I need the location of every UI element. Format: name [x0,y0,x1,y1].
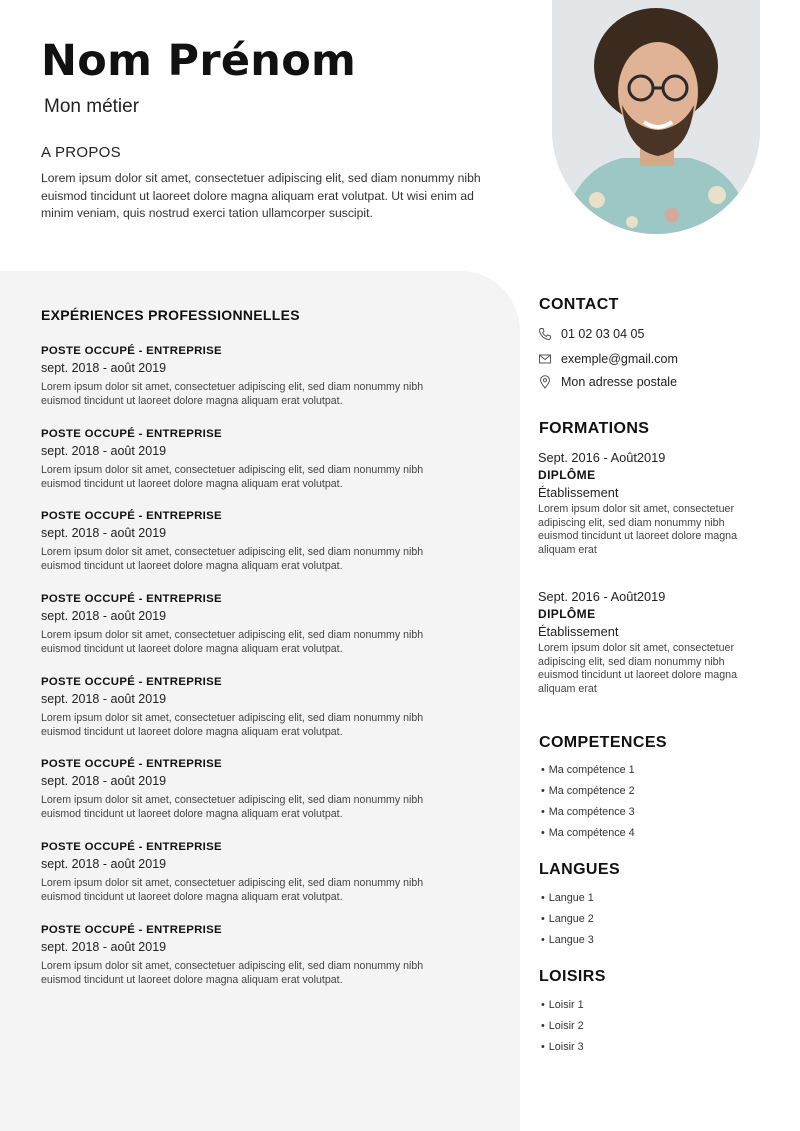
experience-item [41,922,441,1005]
experience-description: Lorem ipsum dolor sit amet, consectetuer adipiscing elit, sed diam nonummy nibh euismod tincidunt ut laoreet dolore magna aliquam erat volutpat. [41,711,424,738]
langues-heading: LANGUES [539,861,621,878]
about-heading: A PROPOS [41,144,121,161]
experience-description: Lorem ipsum dolor sit amet, consectetuer adipiscing elit, sed diam nonummy nibh euismod tincidunt ut laoreet dolore magna aliquam erat volutpat. [41,629,424,656]
list-item: • Loisir 1 [541,995,584,1016]
experience-dates: sept. 2018 - août 2019 [41,526,167,541]
list-item: • Ma compétence 2 [541,781,635,802]
formation-diploma: DIPLÔME [538,468,596,482]
competences-heading: COMPETENCES [539,734,667,751]
experience-role: POSTE OCCUPÉ - ENTREPRISE [41,758,222,771]
experience-dates: sept. 2018 - août 2019 [41,857,167,872]
contact-address [538,375,677,389]
experience-role: POSTE OCCUPÉ - ENTREPRISE [41,345,222,357]
job-title: Mon métier [44,96,140,117]
loisirs-heading: LOISIRS [539,968,606,985]
about-text: Lorem ipsum dolor sit amet, consectetuer adipiscing elit, sed diam nonummy nibh euismod tincidunt ut laoreet dolore magna aliquam erat volutpat. Ut wisi enim ad minim veniam, quis nostrud exerci tation ullamcorper suscipit. [41,171,481,220]
formation-item [538,449,738,557]
formation-dates: Sept. 2016 - Août2019 [538,589,666,604]
list-item: • Langue 1 [541,888,594,909]
contact-email [538,352,678,366]
experience-role: POSTE OCCUPÉ - ENTREPRISE [41,510,222,523]
profile-photo [552,0,760,234]
experience-dates: sept. 2018 - août 2019 [41,609,167,624]
experience-item [41,508,441,591]
experience-item [41,591,441,674]
experience-item [41,756,441,839]
list-item: • Langue 3 [541,930,594,951]
experience-dates: sept. 2018 - août 2019 [41,939,167,954]
list-item: • Ma compétence 4 [541,823,635,844]
experience-description: Lorem ipsum dolor sit amet, consectetuer adipiscing elit, sed diam nonummy nibh euismod tincidunt ut laoreet dolore magna aliquam erat volutpat. [41,381,424,407]
formations-heading: FORMATIONS [539,420,650,437]
list-item: • Loisir 3 [541,1037,584,1058]
formation-school: Établissement [538,485,619,500]
formation-item [538,588,738,696]
experience-role: POSTE OCCUPÉ - ENTREPRISE [41,675,222,688]
experience-item [41,426,441,509]
phone-icon [538,327,552,341]
experience-dates: sept. 2018 - août 2019 [41,774,167,789]
competences-list [541,760,635,844]
list-item: • Loisir 2 [541,1016,584,1037]
person-name: Nom Prénom [41,36,357,86]
experience-item [41,839,441,922]
langues-list [541,888,594,951]
formation-description: Lorem ipsum dolor sit amet, consectetuer adipiscing elit, sed diam nonummy nibh euismod tincidunt ut laoreet dolore magna aliquam erat [538,642,738,695]
experience-item [41,343,441,426]
mail-icon [538,352,552,366]
experience-dates: sept. 2018 - août 2019 [41,443,167,458]
experience-heading: EXPÉRIENCES PROFESSIONNELLES [41,307,300,323]
experience-description: Lorem ipsum dolor sit amet, consectetuer adipiscing elit, sed diam nonummy nibh euismod tincidunt ut laoreet dolore magna aliquam erat volutpat. [41,959,424,986]
contact-heading: CONTACT [539,296,619,313]
experience-description: Lorem ipsum dolor sit amet, consectetuer adipiscing elit, sed diam nonummy nibh euismod tincidunt ut laoreet dolore magna aliquam erat volutpat. [41,546,424,573]
experience-role: POSTE OCCUPÉ - ENTREPRISE [41,593,222,606]
experience-list [41,343,441,1005]
experience-dates: sept. 2018 - août 2019 [41,691,167,706]
formation-dates: Sept. 2016 - Août2019 [538,450,666,465]
experience-description: Lorem ipsum dolor sit amet, consectetuer adipiscing elit, sed diam nonummy nibh euismod tincidunt ut laoreet dolore magna aliquam erat volutpat. [41,463,424,490]
loisirs-list [541,995,584,1058]
experience-role: POSTE OCCUPÉ - ENTREPRISE [41,427,222,440]
contact-phone [538,327,644,341]
formation-school: Établissement [538,624,619,639]
list-item: • Ma compétence 1 [541,760,635,781]
list-item: • Langue 2 [541,909,594,930]
experience-item [41,674,441,757]
location-pin-icon [538,375,552,389]
experience-description: Lorem ipsum dolor sit amet, consectetuer adipiscing elit, sed diam nonummy nibh euismod tincidunt ut laoreet dolore magna aliquam erat volutpat. [41,794,424,821]
experience-dates: sept. 2018 - août 2019 [41,361,167,375]
list-item: • Ma compétence 3 [541,802,635,823]
experience-description: Lorem ipsum dolor sit amet, consectetuer adipiscing elit, sed diam nonummy nibh euismod tincidunt ut laoreet dolore magna aliquam erat volutpat. [41,877,424,904]
experience-role: POSTE OCCUPÉ - ENTREPRISE [41,841,222,854]
experience-role: POSTE OCCUPÉ - ENTREPRISE [41,923,222,936]
phone-number: 01 02 03 04 05 [561,327,645,341]
formation-description: Lorem ipsum dolor sit amet, consectetuer adipiscing elit, sed diam nonummy nibh euismod tincidunt ut laoreet dolore magna aliquam erat [538,503,738,556]
formation-diploma: DIPLÔME [538,607,596,621]
email-address: exemple@gmail.com [561,352,678,366]
postal-address: Mon adresse postale [561,375,678,389]
